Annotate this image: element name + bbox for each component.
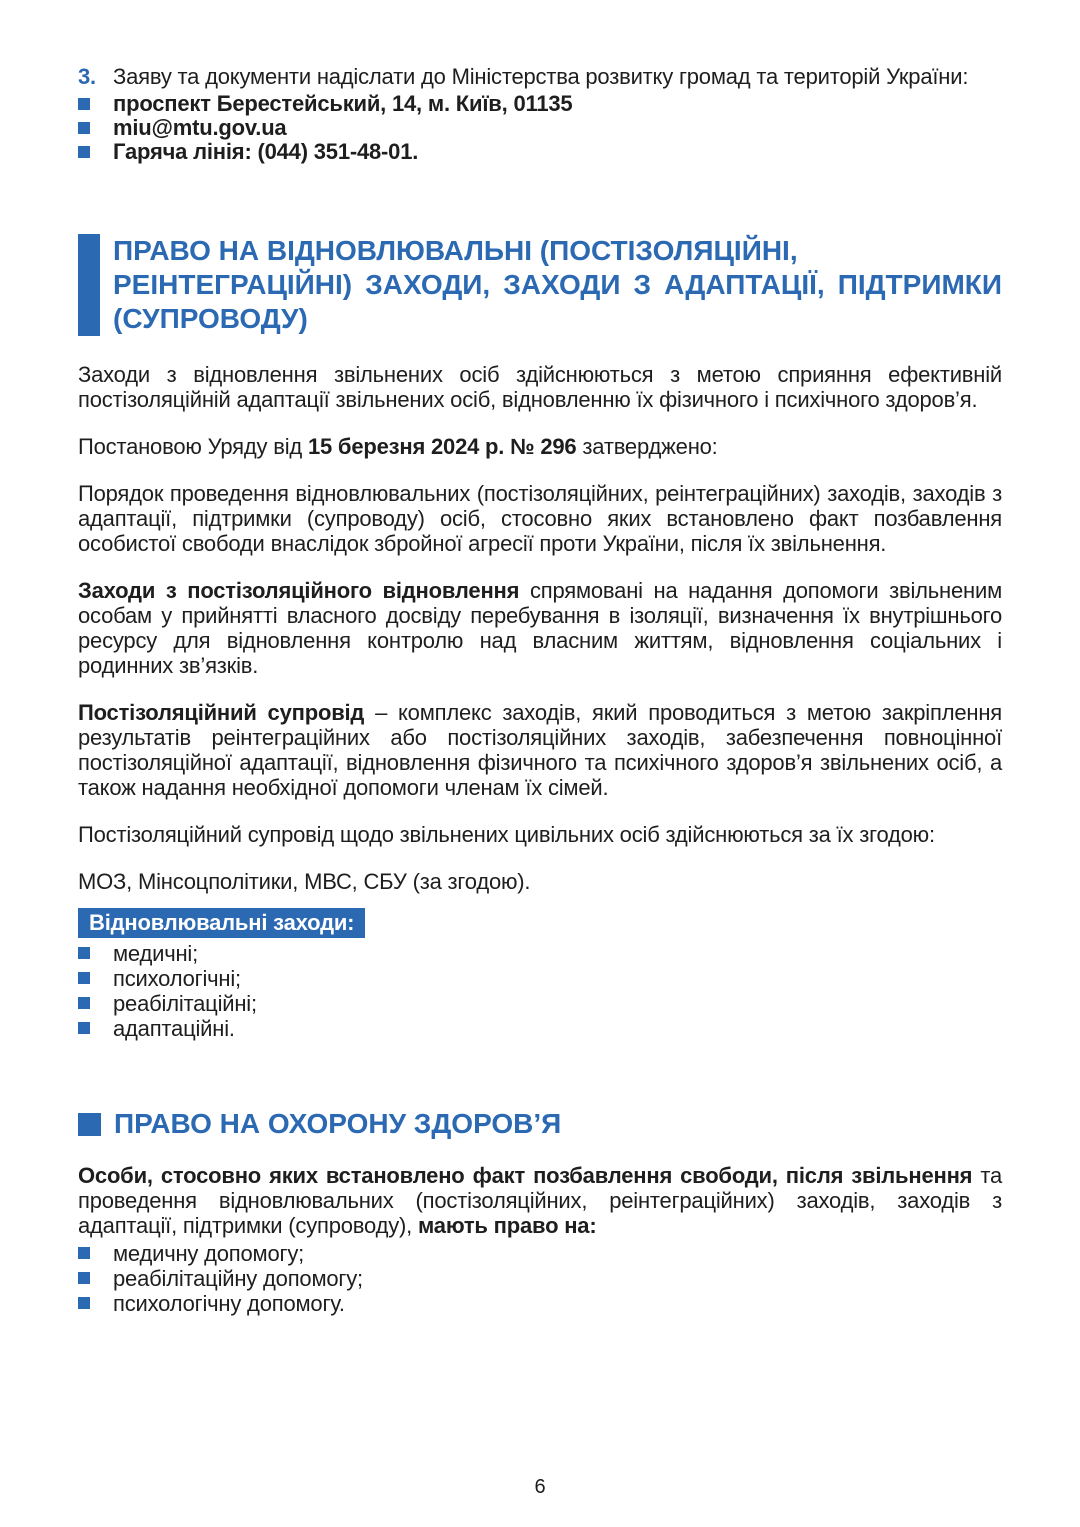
measure-adaptation: адаптаційні.	[113, 1016, 235, 1041]
list-item	[78, 1291, 1002, 1316]
postisolation-recovery-term: Заходи з постізоляційного відновлення	[78, 578, 520, 603]
bullet-square-icon	[78, 997, 90, 1009]
list-item	[78, 1266, 1002, 1291]
postisolation-support-term: Постізоляційний супровід	[78, 700, 365, 725]
list-item	[78, 116, 1002, 140]
paragraph-health-rights	[78, 1163, 1002, 1238]
right-psychological-aid: психологічну допомогу.	[113, 1291, 345, 1316]
decree-pre: Постановою Уряду від	[78, 434, 308, 459]
section-title-rest: РЕІНТЕГРАЦІЙНІ) ЗАХОДИ, ЗАХОДИ З АДАПТАЦІЇ, ПІДТРИМКИ (СУПРОВОДУ)	[113, 269, 1002, 334]
health-rights-middle: та проведення відновлювальних (постізоляційних, реінтеграційних) заходів, заходів з адаптації, підтримки (супроводу),	[78, 1163, 1002, 1238]
decree-date-number: 15 березня 2024 р. № 296	[307, 434, 577, 459]
list-item	[78, 1241, 1002, 1266]
list-item	[78, 991, 1002, 1016]
bullet-square-icon	[78, 947, 90, 959]
postisolation-support-definition: – комплекс заходів, який проводиться з метою закріплення результатів реінтеграційних або постізоляційних заходів, забезпечення повноцінної постізоляційної адаптації, відновлення фізичного та психічного здоров’я звільнених осіб, а також надання необхідної допомоги членам їх сімей.	[78, 700, 1002, 800]
decree-post: затверджено:	[576, 434, 718, 459]
bullet-square-icon	[78, 972, 90, 984]
right-medical-aid: медичну допомогу;	[113, 1241, 305, 1266]
bullet-square-icon	[78, 1297, 90, 1309]
numbered-item-3	[78, 64, 1002, 89]
measure-medical: медичні;	[113, 941, 199, 966]
health-rights-list	[78, 1241, 1002, 1316]
list-item	[78, 966, 1002, 991]
list-item	[78, 92, 1002, 116]
contact-address: проспект Берестейський, 14, м. Київ, 01135	[113, 91, 573, 116]
paragraph-recovery-intro: Заходи з відновлення звільнених осіб здійснюються з метою сприяння ефективній постізоляційній адаптації звільнених осіб, відновленню їх фізичного і психічного здоров’я.	[78, 362, 1002, 412]
item-text: Заяву та документи надіслати до Міністерства розвитку громад та територій України:	[113, 64, 969, 89]
contact-email: miu@mtu.gov.ua	[113, 115, 287, 140]
section-title-line1: ПРАВО НА ВІДНОВЛЮВАЛЬНІ (ПОСТІЗОЛЯЦІЙНІ,	[113, 235, 798, 266]
recovery-measures-label: Відновлювальні заходи:	[78, 908, 365, 938]
list-item	[78, 1016, 1002, 1041]
heading-square-icon	[78, 1113, 101, 1136]
bullet-square-icon	[78, 98, 90, 110]
item-number: 3.	[78, 64, 96, 89]
recovery-measures-list	[78, 941, 1002, 1041]
postisolation-recovery-definition: спрямовані на надання допомоги звільненим особам у прийнятті власного досвіду перебування в ізоляції, визначення їх внутрішнього ресурсу для відновлення контролю над власним життям, відновлення соціальних і родинних зв’язків.	[78, 578, 1002, 678]
section-heading-recovery	[78, 234, 1002, 336]
paragraph-decree	[78, 434, 1002, 459]
paragraph-postisolation-recovery	[78, 578, 1002, 678]
section-title: ПРАВО НА ОХОРОНУ ЗДОРОВ’Я	[114, 1108, 562, 1139]
bullet-square-icon	[78, 1272, 90, 1284]
heading-accent-bar	[78, 234, 100, 336]
page-number: 6	[534, 1476, 546, 1498]
bullet-square-icon	[78, 122, 90, 134]
section-title	[100, 234, 1002, 336]
health-rights-tail: мають право на:	[418, 1213, 597, 1238]
right-rehabilitation-aid: реабілітаційну допомогу;	[113, 1266, 363, 1291]
paragraph-postisolation-support	[78, 700, 1002, 800]
bullet-square-icon	[78, 1022, 90, 1034]
list-item	[78, 140, 1002, 164]
bullet-square-icon	[78, 1247, 90, 1259]
bullet-square-icon	[78, 146, 90, 158]
paragraph-civilian-consent: Постізоляційний супровід щодо звільнених цивільних осіб здійснюються за їх згодою:	[78, 822, 935, 847]
section-heading-health	[78, 1107, 1002, 1141]
contact-hotline: Гаряча лінія: (044) 351-48-01.	[113, 139, 419, 164]
list-item	[78, 941, 1002, 966]
health-rights-lead: Особи, стосовно яких встановлено факт позбавлення свободи, після звільнення	[78, 1163, 973, 1188]
paragraph-procedure: Порядок проведення відновлювальних (постізоляційних, реінтеграційних) заходів, заходів з адаптації, підтримки (супроводу) осіб, стосовно яких встановлено факт позбавлення особистої свободи внаслідок збройної агресії проти України, після їх звільнення.	[78, 481, 1002, 556]
measure-psychological: психологічні;	[113, 966, 241, 991]
paragraph-agencies: МОЗ, Мінсоцполітики, МВС, СБУ (за згодою).	[78, 869, 531, 894]
measure-rehabilitation: реабілітаційні;	[113, 991, 257, 1016]
contact-list	[78, 92, 1002, 164]
